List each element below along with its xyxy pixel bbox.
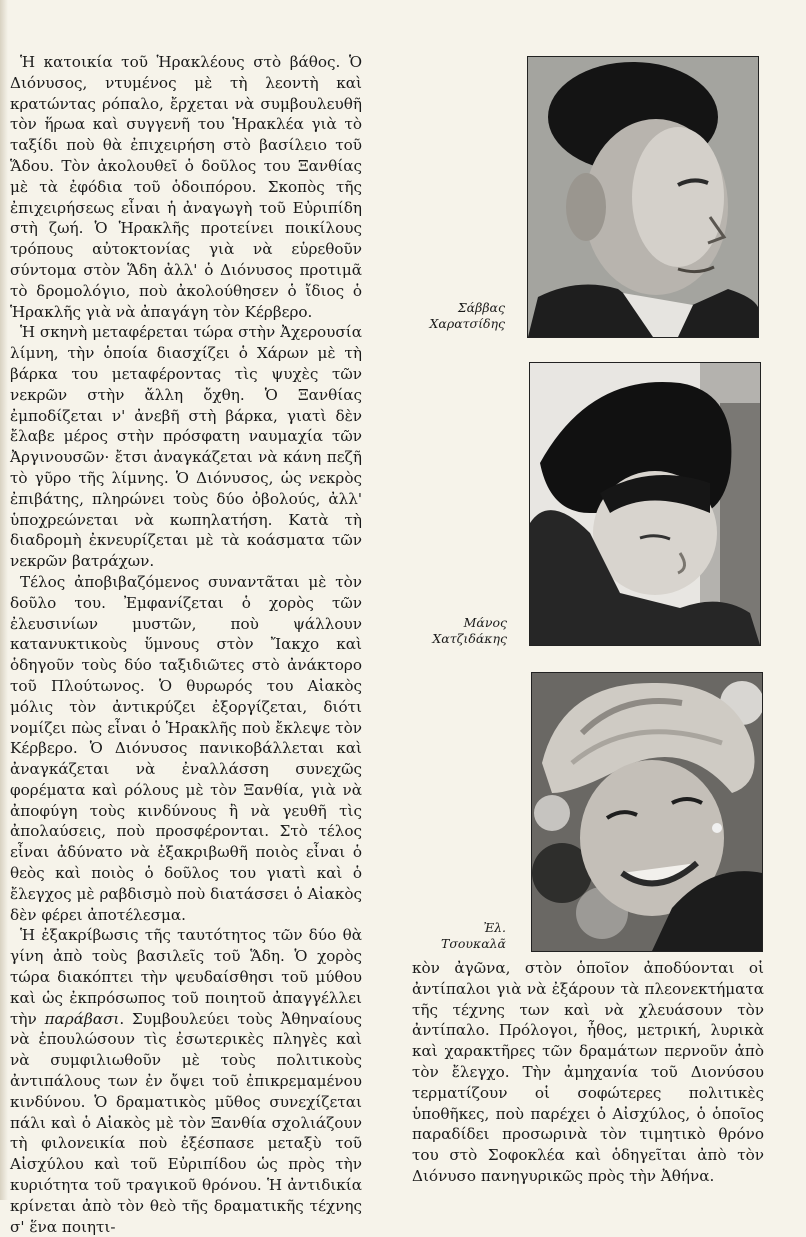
paragraph-4-part-a: Ἡ ἐξακρίβωσις τῆς ταυτότητος τῶν δύο θὰ γίνη ἀπὸ τοὺς βασιλεῖς τοῦ Ἅδη. Ὁ χορὸς τώρα διακόπτει τὴν ψευδαίσθησι τοῦ μύθου καὶ ὡς ἐκπρόσωπος τοῦ ποιητοῦ ἀπαγγέλλει τὴν (10, 926, 362, 1028)
right-text-column (412, 958, 764, 1187)
right-paragraph: κὸν ἀγῶνα, στὸν ὁποῖον ἀποδύονται οἱ ἀντίπαλοι γιὰ νὰ ἐξάρουν τὰ πλεονεκτήματα τῆς τέχνης των καὶ νὰ χλευάσουν τὸν ἀντίπαλο. Πρόλογοι, ἦθος, μετρική, λυρικὰ καὶ χαρακτῆρες τῶν δραμάτων περνοῦν ἀπὸ τὸν ἔλεγχο. Τὴν ἀμηχανία τοῦ Διονύσου τερματίζουν οἱ σοφώτερες πολιτικὲς ὑποθῆκες, ποὺ παρέχει ὁ Αἰσχύλος, ὁ ὁποῖος παραδίδει προσωρινὰ τὸν τιμητικὸ θρόνο του στὸ Σοφοκλέα καὶ ὁδηγεῖται ἀπὸ τὸν Διόνυσο πανηγυρικῶς πρὸς τὴν Ἀθήνα. (412, 959, 764, 1185)
caption-2-first-name: Μάνος (463, 615, 507, 630)
left-text-column (10, 52, 362, 1237)
paragraph-1: Ἡ κατοικία τοῦ Ἡρακλέους στὸ βάθος. Ὁ Διόνυσος, ντυμένος μὲ τὴ λεοντὴ καὶ κρατώντας ρόπαλο, ἔρχεται νὰ συμβουλευθῆ τὸν ἥρωα καὶ συγγενῆ του Ἡρακλέα γιὰ τὸ ταξίδι ποὺ θὰ ἐπιχειρήση στὸ βασίλειο τοῦ Ἅδου. Τὸν ἀκολουθεῖ ὁ δοῦλος του Ξανθίας μὲ τὰ ἐφόδια τοῦ ὁδοιπόρου. Σκοπὸς τῆς ἐπιχειρήσεως εἶναι ἡ ἀναγωγὴ τοῦ Εὐριπίδη στὴ ζωή. Ὁ Ἡρακλῆς προτείνει ποικίλους τρόπους αὐτοκτονίας γιὰ νὰ εὑρεθοῦν σύντομα στὸν Ἅδη ἀλλ' ὁ Διόνυσος προτιμᾶ τὸ δρομολόγιο, ποὺ ἀκολούθησεν ὁ ἴδιος ὁ Ἡρακλῆς γιὰ νὰ ἀπαγάγη τὸν Κέρβερο. (10, 53, 362, 321)
portrait-photo-3 (531, 672, 763, 952)
paragraph-2: Ἡ σκηνὴ μεταφέρεται τώρα στὴν Ἀχερουσία λίμνη, τὴν ὁποία διασχίζει ὁ Χάρων μὲ τὴ βάρκα του μεταφέροντας τὶς ψυχὲς τῶν νεκρῶν στὴν ἄλλη ὄχθη. Ὁ Ξανθίας ἐμποδίζεται ν' ἀνεβῆ στὴ βάρκα, γιατὶ δὲν ἔλαβε μέρος στὴν πρόσφατη ναυμαχία τῶν Ἀργινουσῶν· ἔτσι ἀναγκάζεται νὰ κάνη πεζῆ τὸ γῦρο τῆς λίμνης. Ὁ Διόνυσος, ὡς νεκρὸς ἐπιβάτης, πληρώνει τοὺς δύο ὀβολούς, ἀλλ' ὑποχρεώνεται νὰ κωπηλατήση. Κατὰ τὴ διαδρομὴ ἐκνευρίζεται μὲ τὰ κοάσματα τῶν νεκρῶν βατράχων. (10, 323, 362, 571)
paragraph-4 (10, 925, 362, 1237)
parabasi-term: παράβασι (44, 1009, 120, 1028)
page-binding-edge (0, 0, 8, 1200)
portrait-3-image (532, 673, 762, 951)
caption-1-last-name: Χαρατσίδης (429, 316, 505, 331)
paragraph-3: Τέλος ἀποβιβαζόμενος συναντᾶται μὲ τὸν δοῦλο του. Ἐμφανίζεται ὁ χορὸς τῶν ἐλευσινίων μυστῶν, ποὺ ψάλλουν κατανυκτικοὺς ὕμνους στὸν Ἴακχο καὶ ὁδηγοῦν τοὺς δύο ταξιδιῶτες στὸ ἀνάκτορο τοῦ Πλούτωνος. Ὁ θυρωρός του Αἰακὸς μόλις τὸν ἀντικρύζει ἐξοργίζεται, διότι νομίζει πὼς εἶναι ὁ Ἡρακλῆς ποὺ ἔκλεψε τὸν Κέρβερο. Ὁ Διόνυσος πανικοβάλλεται καὶ ἀναγκάζεται νὰ ἐναλλάσση συνεχῶς φορέματα καὶ ρόλους μὲ τὸν Ξανθία, γιὰ νὰ ἀποφύγη τοὺς κινδύνους ἢ νὰ γευθῆ τὶς ἀπολαύσεις, ποὺ προσφέρονται. Στὸ τέλος εἶναι ἀδύνατο νὰ ἐξακριβωθῆ ποιὸς εἶναι ὁ θεὸς καὶ ποιὸς ὁ δοῦλος του γιατὶ καὶ ὁ ἔλεγχος μὲ ραβδισμὸ ποὺ διατάσσει ὁ Αἰακὸς δὲν φέρει ἀποτέλεσμα. (10, 572, 362, 924)
portrait-2-image (530, 363, 760, 645)
portrait-photo-1 (527, 56, 759, 338)
caption-1-first-name: Σάββας (457, 300, 505, 315)
portrait-photo-2 (529, 362, 761, 646)
caption-2-last-name: Χατζιδάκης (432, 631, 507, 646)
caption-3 (386, 920, 506, 952)
paragraph-4-part-b: . Συμβουλεύει τοὺς Ἀθηναίους νὰ ἐπουλώσουν τὶς ἐσωτερικὲς πληγὲς καὶ νὰ συμφιλιωθοῦν μὲ τοὺς πολιτικοὺς ἀντιπάλους των ἐν ὄψει τοῦ ἐπικρεμαμένου κινδύνου. Ὁ δραματικὸς μῦθος συνεχίζεται πάλι καὶ ὁ Αἰακὸς μὲ τὸν Ξανθία σχολιάζουν τὴ φιλονεικία ποὺ ἐξέσπασε μεταξὺ τοῦ Αἰσχύλου καὶ τοῦ Εὐριπίδου ὡς πρὸς τὴν κυριότητα τοῦ τραγικοῦ θρόνου. Ἡ ἀντιδικία κρίνεται ἀπὸ τὸν θεὸ τῆς δραματικῆς τέχνης σ' ἕνα ποιητι- (10, 1009, 362, 1236)
caption-3-last-name: Τσουκαλᾶ (441, 936, 506, 951)
caption-1 (385, 300, 505, 332)
caption-2 (387, 615, 507, 647)
portrait-1-image (528, 57, 758, 337)
caption-3-first-name: Ἐλ. (483, 920, 506, 935)
